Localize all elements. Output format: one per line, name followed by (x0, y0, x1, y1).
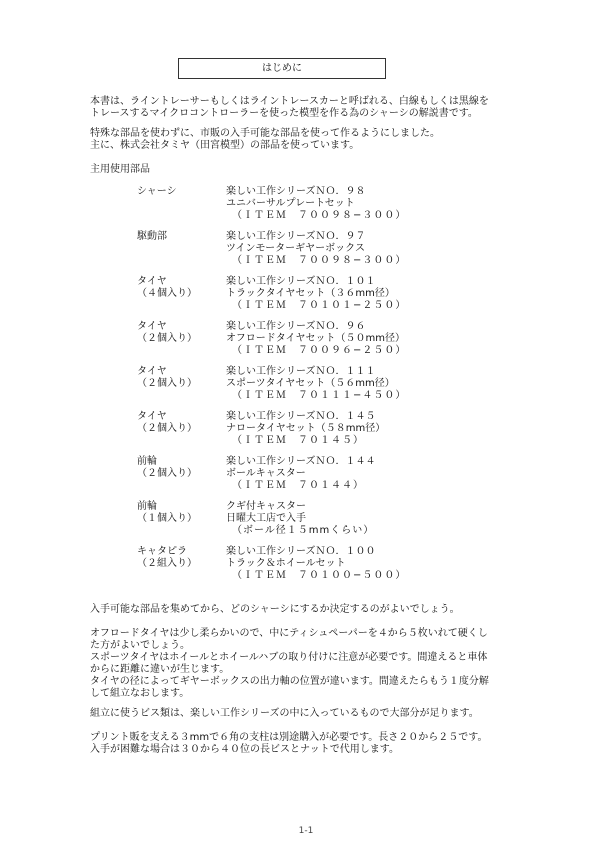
parts-heading: 主用使用部品 (90, 164, 150, 175)
part-label: 前輪 （２個入り） (137, 456, 197, 479)
part-details: 楽しい工作シリーズＮＯ．１００ トラック＆ホイールセット （ＩＴＥＭ ７０１００−５００） (226, 546, 407, 581)
page-title: はじめに (178, 58, 386, 79)
part-label: 駆動部 (137, 231, 167, 242)
tire-note-line: からに距離に違いが生じます。 (90, 664, 230, 675)
tire-note-line: スポーツタイヤはホイールとホイールハブの取り付けに注意が必要です。間違えると車体 (90, 652, 488, 663)
part-details: 楽しい工作シリーズＮＯ．１１１ スポーツタイヤセット（５６mm径） （ＩＴＥＭ ７０１１１−４５０） (226, 366, 407, 401)
screw-note: 組立に使うビス類は、楽しい工作シリーズの中に入っているもので大部分が足ります。 (90, 708, 479, 719)
part-label: シャーシ (137, 186, 177, 197)
parts-list (137, 186, 517, 591)
tire-note-line: オフロードタイヤは少し柔らかいので、中にティシュペーパーを４から５枚いれて硬くし (90, 628, 488, 639)
collect-note: 入手可能な部品を集めてから、どのシャーシにするか決定するのがよいでしょう。 (90, 604, 460, 615)
part-label: キャタピラ （２組入り） (137, 546, 197, 569)
part-label: タイヤ （２個入り） (137, 366, 197, 389)
pillar-note-line: プリント販を支える３mmで６角の支柱は別途購入が必要です。長さ２０から２５です。 (90, 732, 488, 743)
pillar-note-line: 入手が困難な場合は３０から４０位の長ビスとナットで代用します。 (90, 744, 399, 755)
special-parts-paragraph (90, 128, 530, 152)
page-number: 1-1 (298, 826, 314, 836)
part-details: 楽しい工作シリーズＮＯ．９８ ユニバーサルプレートセット （ＩＴＥＭ ７００９８−３００） (226, 186, 407, 221)
part-entry-drive (137, 231, 517, 267)
part-details: クギ付キャスター 日曜大工店で入手 （ボール径１５mmくらい） (226, 501, 375, 536)
tire-note-line: た方がよいでしょう。 (90, 640, 190, 651)
part-details: 楽しい工作シリーズＮＯ．９７ ツインモーターギヤーボックス （ＩＴＥＭ ７００９８−３００） (226, 231, 407, 266)
pillar-notes-paragraph (90, 732, 530, 756)
part-label: タイヤ （４個入り） (137, 276, 197, 299)
part-entry-chassis (137, 186, 517, 222)
part-details: 楽しい工作シリーズＮＯ．１０１ トラックタイヤセット（３６mm径） （ＩＴＥＭ ７０１０１−２５０） (226, 276, 407, 311)
part-label: タイヤ （２個入り） (137, 411, 197, 434)
special-parts-line: 特殊な部品を使わずに、市販の入手可能な部品を使って作るようにしました。 (90, 128, 440, 139)
part-label: 前輪 （１個入り） (137, 501, 197, 524)
tire-note-line: タイヤの径によってギヤーボックスの出力軸の位置が違います。間違えたらもう１度分解 (90, 676, 489, 687)
part-label: タイヤ （２個入り） (137, 321, 197, 344)
part-entry-track-tire (137, 276, 517, 312)
intro-line: トレースするマイクロコントローラーを使った模型を作る為のシャーシの解説書です。 (90, 108, 478, 119)
special-parts-line: 主に、株式会社タミヤ（田宮模型）の部品を使っています。 (90, 140, 360, 151)
part-entry-ball-caster (137, 456, 517, 492)
intro-line: 本書は、ライントレーサーもしくはライントレースカーと呼ばれる、白線もしくは黒線を (90, 96, 489, 107)
part-details: 楽しい工作シリーズＮＯ．１４５ ナロータイヤセット（５８mm径） （ＩＴＥＭ ７０１４５） (226, 411, 386, 446)
part-details: 楽しい工作シリーズＮＯ．１４４ ボールキャスター （ＩＴＥＭ ７０１４４） (226, 456, 376, 491)
tire-note-line: して組立なおします。 (90, 688, 190, 699)
part-entry-offroad-tire (137, 321, 517, 357)
part-entry-narrow-tire (137, 411, 517, 447)
part-entry-sports-tire (137, 366, 517, 402)
part-entry-nail-caster (137, 501, 517, 537)
intro-paragraph (90, 96, 530, 120)
tire-notes-paragraph (90, 628, 530, 700)
part-details: 楽しい工作シリーズＮＯ．９６ オフロードタイヤセット（５０mm径） （ＩＴＥＭ ７００９６−２５０） (226, 321, 407, 356)
part-entry-caterpillar (137, 546, 517, 582)
